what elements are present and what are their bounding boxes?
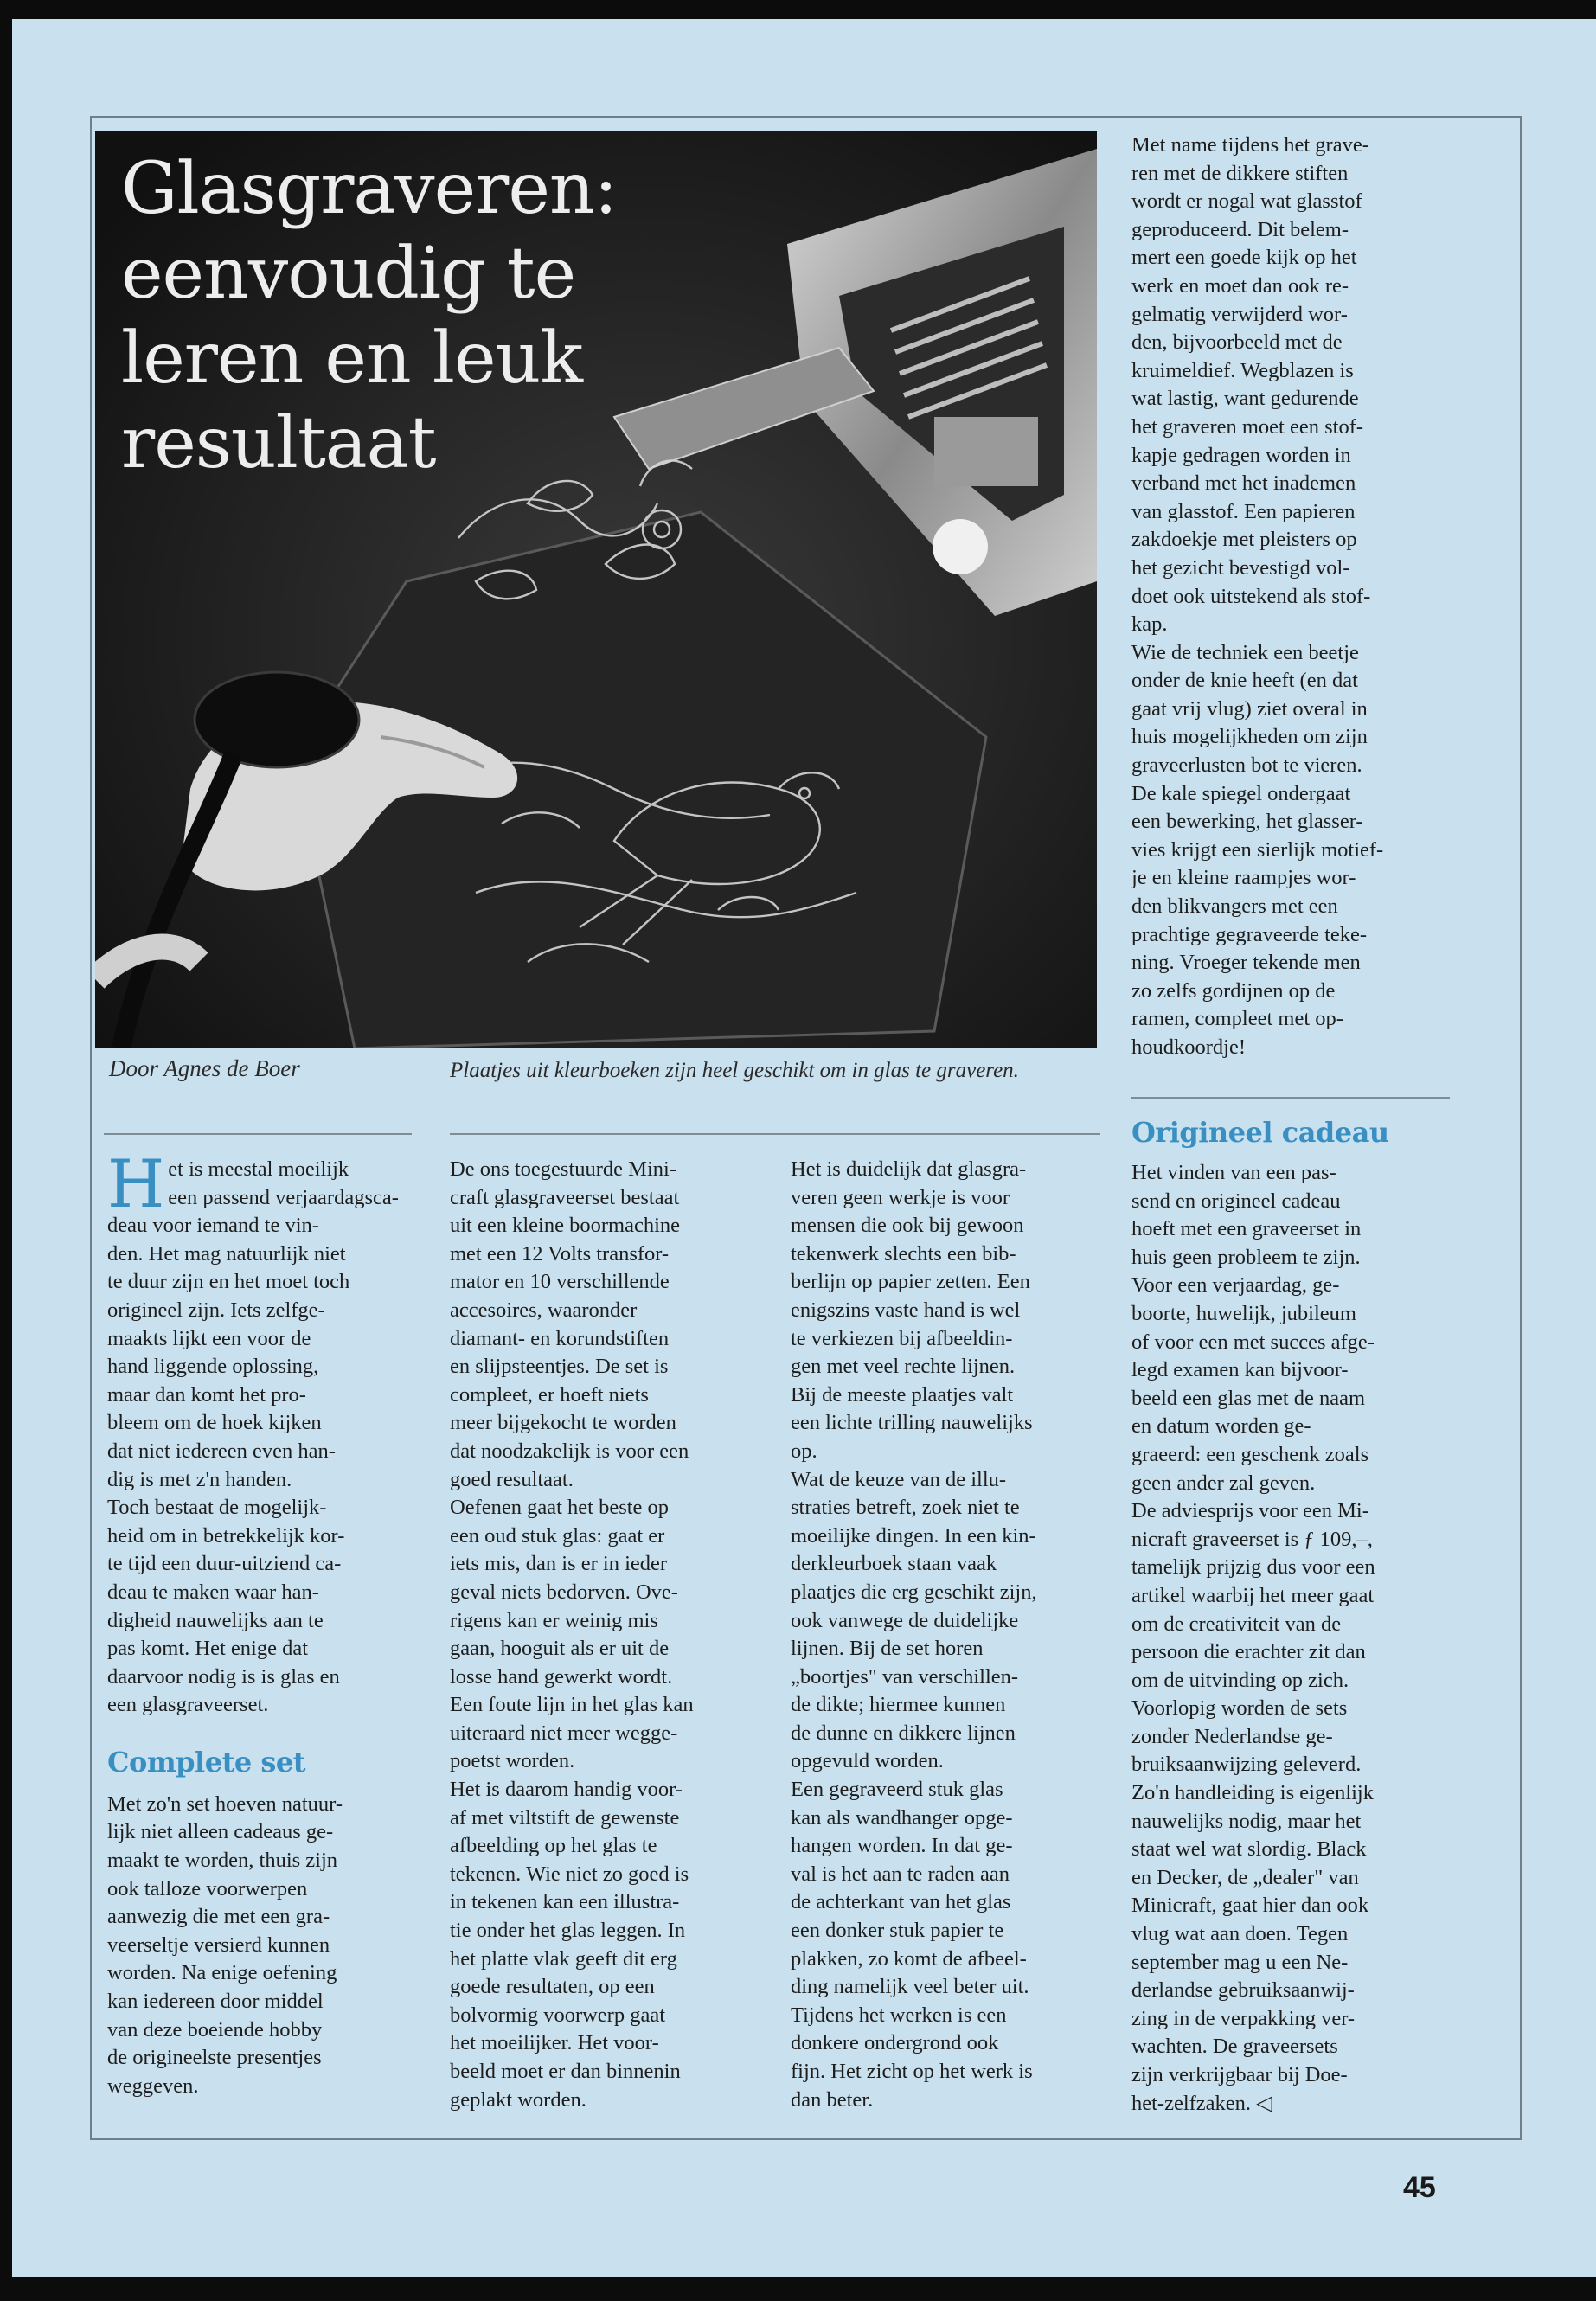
subhead-origineel-cadeau: Origineel cadeau bbox=[1131, 1116, 1389, 1149]
scan-edge-left bbox=[0, 0, 12, 2301]
rule-col4 bbox=[1131, 1097, 1450, 1099]
article-photo bbox=[95, 131, 1097, 1048]
page-number: 45 bbox=[1403, 2171, 1436, 2204]
subhead-complete-set: Complete set bbox=[107, 1745, 305, 1779]
rule-col1 bbox=[104, 1133, 412, 1135]
intro-paragraph bbox=[107, 1145, 426, 1720]
column-4 bbox=[1131, 1116, 1450, 2118]
column-4-text: Het vinden van een pas- send en origineel cadeau hoeft met een graveerset in huis geen probleem te zijn. Voor een verjaardag, ge- boorte, huwelijk, jubileum of voor een met succes afge- legd examen kan bijvoor- beeld een glas met de naam en datum worden ge- graeerd: een geschenk zoals geen ander zal geven. De adviesprijs voor een Mi- nicraft graveerset is ƒ 109,–, tamelijk prijzig dus voor een artikel waarbij het meer gaat om de creativiteit van de persoon die erachter zit dan om de uitvinding op zich. Voorlopig worden de sets zonder Nederlandse ge- bruiksaanwijzing geleverd. Zo'n handleiding is eigenlijk nauwelijks nodig, maar het staat wel wat slordig. Black en Decker, de „dealer" van Minicraft, gaat hier dan ook vlug wat aan doen. Tegen september mag u een Ne- derlandse gebruiksaanwij- zing in de verpakking ver- wachten. De graveersets zijn verkrijgbaar bij Doe- het-zelfzaken. ◁ bbox=[1131, 1161, 1375, 2115]
byline: Door Agnes de Boer bbox=[109, 1055, 300, 1081]
drop-cap: H bbox=[107, 1145, 165, 1222]
column-3-text: Het is duidelijk dat glasgra- veren geen werkje is voor mensen die ook bij gewoon tekenwerk slechts een bib- berlijn op papier zetten. Een enigszins vaste hand is wel te verkiezen bij afbeeldin- gen met veel rechte lijnen. Bij de meeste plaatjes valt een lichte trilling nauwelijks op. Wat de keuze van de illu- straties betreft, zoek niet te moeilijke dingen. In een kin- derkleurboek staan vaak plaatjes die erg geschikt zijn, ook vanwege de duidelijke lijnen. Bij de set horen „boortjes" van verschillen- de dikte; hiermee kunnen de dunne en dikkere lijnen opgevuld worden. Een gegraveerd stuk glas kan als wandhanger opge- hangen worden. In dat ge- val is het aan te raden aan de achterkant van het glas een donker stuk papier te plakken, zo komt de afbeel- ding namelijk veel beter uit. Tijdens het werken is een donkere ondergrond ook fijn. Het zicht op het werk is dan beter. bbox=[791, 1157, 1037, 2112]
article-title: Glasgraveren: eenvoudig te leren en leuk resultaat bbox=[121, 148, 618, 484]
column-2 bbox=[450, 1156, 768, 2114]
column-1-rest: Met zo'n set hoeven natuur- lijk niet alleen cadeaus ge- maakt te worden, thuis zijn ook talloze voorwerpen aanwezig die met een gra- veerseltje versierd kunnen worden. Na enige oefening kan iedereen door middel van deze boeiende hobby de origineelste presentjes weggeven. bbox=[107, 1791, 343, 2098]
column-right-top bbox=[1131, 131, 1452, 1062]
column-right-top-text: Met name tijdens het grave- ren met de dikkere stiften wordt er nogal wat glasstof geproduceerd. Dit belem- mert een goede kijk op het werk en moet dan ook re- gelmatig verwijderd wor- den, bijvoorbeeld met de kruimeldief. Wegblazen is wat lastig, want gedurende het graveren moet een stof- kapje gedragen worden in verband met het inademen van glasstof. Een papieren zakdoekje met pleisters op het gezicht bevestigd vol- doet ook uitstekend als stof- kap. Wie de techniek een beetje onder de knie heeft (en dat gaat vrij vlug) ziet overal in huis mogelijkheden om zijn graveerlusten bot te vieren. De kale spiegel ondergaat een bewerking, het glasser- vies krijgt een sierlijk motief- je en kleine raampjes wor- den blikvangers met een prachtige gegraveerde teke- ning. Vroeger tekende men zo zelfs gordijnen op de ramen, compleet met op- houdkoordje! bbox=[1131, 133, 1384, 1059]
column-2-text: De ons toegestuurde Mini- craft glasgraveerset bestaat uit een kleine boormachine met een 12 Volts transfor- mator en 10 verschillende accesoires, waaronder diamant- en korundstiften en slijpsteentjes. De set is compleet, er hoeft niets meer bijgekocht te worden dat noodzakelijk is voor een goed resultaat. Oefenen gaat het beste op een oud stuk glas: gaat er iets mis, dan is er in ieder geval niets bedorven. Ove- rigens kan er weinig mis gaan, hooguit als er uit de losse hand gewerkt wordt. Een foute lijn in het glas kan uiteraard niet meer wegge- poetst worden. Het is daarom handig voor- af met viltstift de gewenste afbeelding op het glas te tekenen. Wie niet zo goed is in tekenen kan een illustra- tie onder het glas leggen. In het platte vlak geeft dit erg goede resultaten, op een bolvormig voorwerp gaat het moeilijker. Het voor- beeld moet er dan binnenin geplakt worden. bbox=[450, 1157, 694, 2112]
intro-text: et is meestal moeilijk een passend verjaardagsca- deau voor iemand te vin- den. Het mag natuurlijk niet te duur zijn en het moet toch origineel zijn. Iets zelfge- maakts lijkt een voor de hand liggende oplossing, maar dan komt het pro- bleem om de hoek kijken dat niet iedereen even han- dig is met z'n handen. Toch bestaat de mogelijk- heid om in betrekkelijk kor- te tijd een duur-uitziend ca- deau te maken waar han- digheid nauwelijks aan te pas komt. Het enige dat daarvoor nodig is is glas en een glasgraveerset. bbox=[107, 1157, 399, 1717]
column-1 bbox=[107, 1145, 426, 2100]
rule-col2-3 bbox=[450, 1133, 1100, 1135]
photo-caption: Plaatjes uit kleurboeken zijn heel geschikt om in glas te graveren. bbox=[450, 1059, 1019, 1082]
scan-edge-bottom bbox=[0, 2277, 1596, 2301]
scan-edge-top bbox=[0, 0, 1596, 19]
column-3 bbox=[791, 1156, 1109, 2114]
